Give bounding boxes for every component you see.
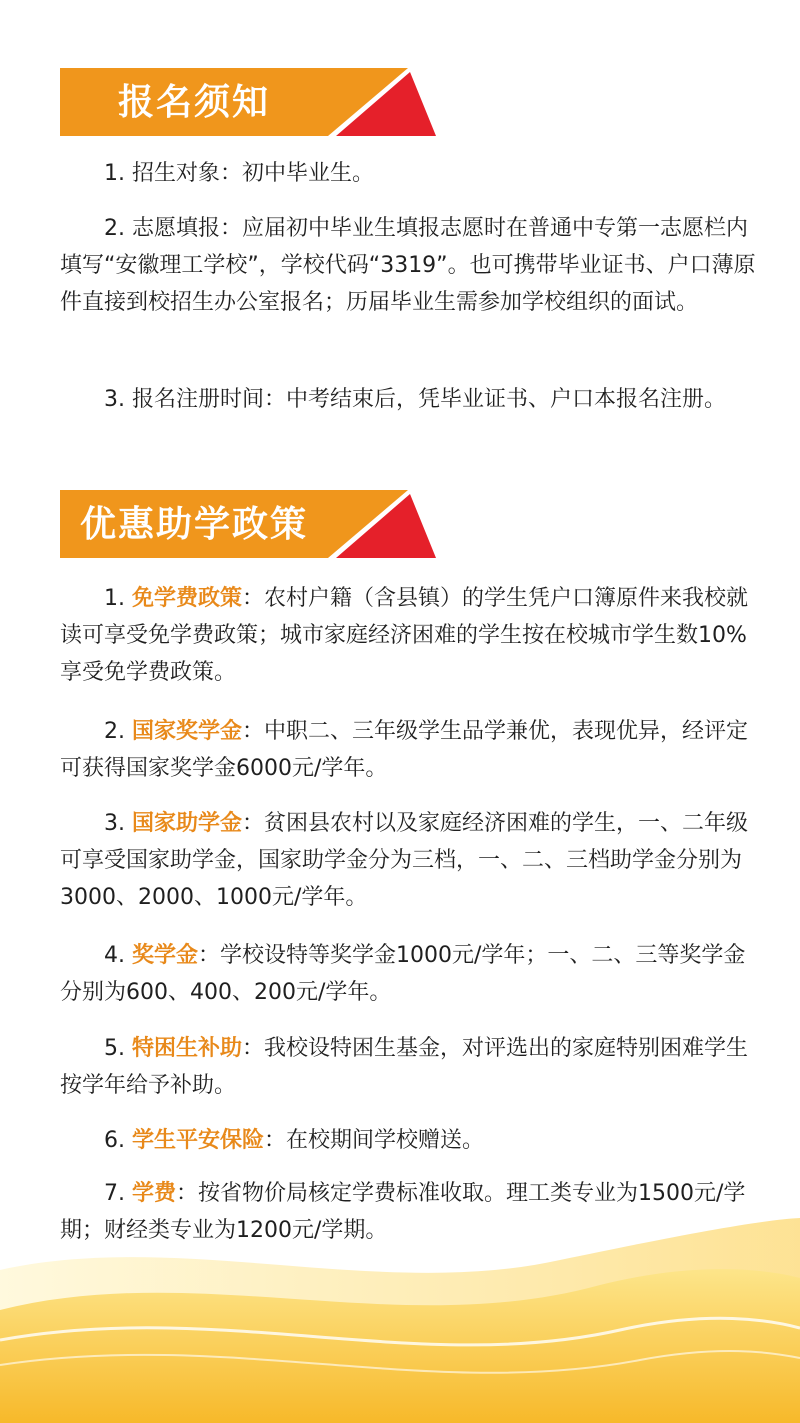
item-text: 志愿填报：应届初中毕业生填报志愿时在普通中专第一志愿栏内填写“安徽理工学校”，学校代码“3319”。也可携带毕业证书、户口薄原件直接到校招生办公室报名；历届毕业生需参加学校组织的面试。 [60, 216, 756, 315]
item-text: 我校设特困生基金，对评选出的家庭特别困难学生按学年给予补助。 [60, 1036, 749, 1098]
item-number: 2. [104, 719, 125, 744]
item-number: 1. [104, 161, 125, 186]
list-item [60, 937, 760, 1011]
item-label: 特困生补助 [132, 1036, 243, 1061]
list-item [60, 805, 760, 916]
item-separator: ： [242, 1036, 265, 1061]
item-label: 国家助学金 [132, 811, 243, 836]
item-number: 3. [104, 811, 125, 836]
list-item [60, 155, 760, 192]
item-label: 免学费政策 [132, 586, 243, 611]
item-text: 报名注册时间：中考结束后，凭毕业证书、户口本报名注册。 [132, 387, 727, 412]
item-text: 中职二、三年级学生品学兼优，表现优异，经评定可获得国家奖学金6000元/学年。 [60, 719, 749, 781]
item-separator: ： [264, 1128, 287, 1153]
item-number: 6. [104, 1128, 125, 1153]
item-separator: ： [176, 1181, 199, 1206]
item-label: 国家奖学金 [132, 719, 243, 744]
item-text: 农村户籍（含县镇）的学生凭户口簿原件来我校就读可享受免学费政策；城市家庭经济困难的学生按在校城市学生数10%享受免学费政策。 [60, 586, 749, 685]
item-number: 1. [104, 586, 125, 611]
list-item [60, 580, 760, 691]
item-text: 招生对象：初中毕业生。 [132, 161, 375, 186]
section-banner-registration [60, 68, 436, 136]
item-label: 奖学金 [132, 943, 199, 968]
item-number: 4. [104, 943, 125, 968]
item-label: 学费 [132, 1181, 177, 1206]
item-text: 在校期间学校赠送。 [286, 1128, 485, 1153]
section-title: 优惠助学政策 [80, 503, 309, 545]
item-number: 2. [104, 216, 125, 241]
item-text: 学校设特等奖学金1000元/学年；一、二、三等奖学金分别为600、400、200元/学年。 [60, 943, 746, 1005]
item-text: 贫困县农村以及家庭经济困难的学生，一、二年级可享受国家助学金，国家助学金分为三档，一、二、三档助学金分别为3000、2000、1000元/学年。 [60, 811, 749, 910]
section-banner-financial-aid [60, 490, 436, 558]
item-number: 5. [104, 1036, 125, 1061]
item-number: 7. [104, 1181, 125, 1206]
item-number: 3. [104, 387, 125, 412]
list-item [60, 210, 760, 321]
item-separator: ： [242, 586, 265, 611]
item-separator: ： [242, 719, 265, 744]
list-item [60, 1030, 760, 1104]
footer-wave-decoration [0, 1190, 800, 1423]
item-text: 按省物价局核定学费标准收取。理工类专业为1500元/学期；财经类专业为1200元/学期。 [60, 1181, 746, 1243]
item-separator: ： [242, 811, 265, 836]
list-item [60, 713, 760, 787]
section-title: 报名须知 [118, 81, 271, 123]
item-label: 学生平安保险 [132, 1128, 265, 1153]
item-separator: ： [198, 943, 221, 968]
list-item [60, 381, 760, 418]
list-item [60, 1122, 760, 1159]
